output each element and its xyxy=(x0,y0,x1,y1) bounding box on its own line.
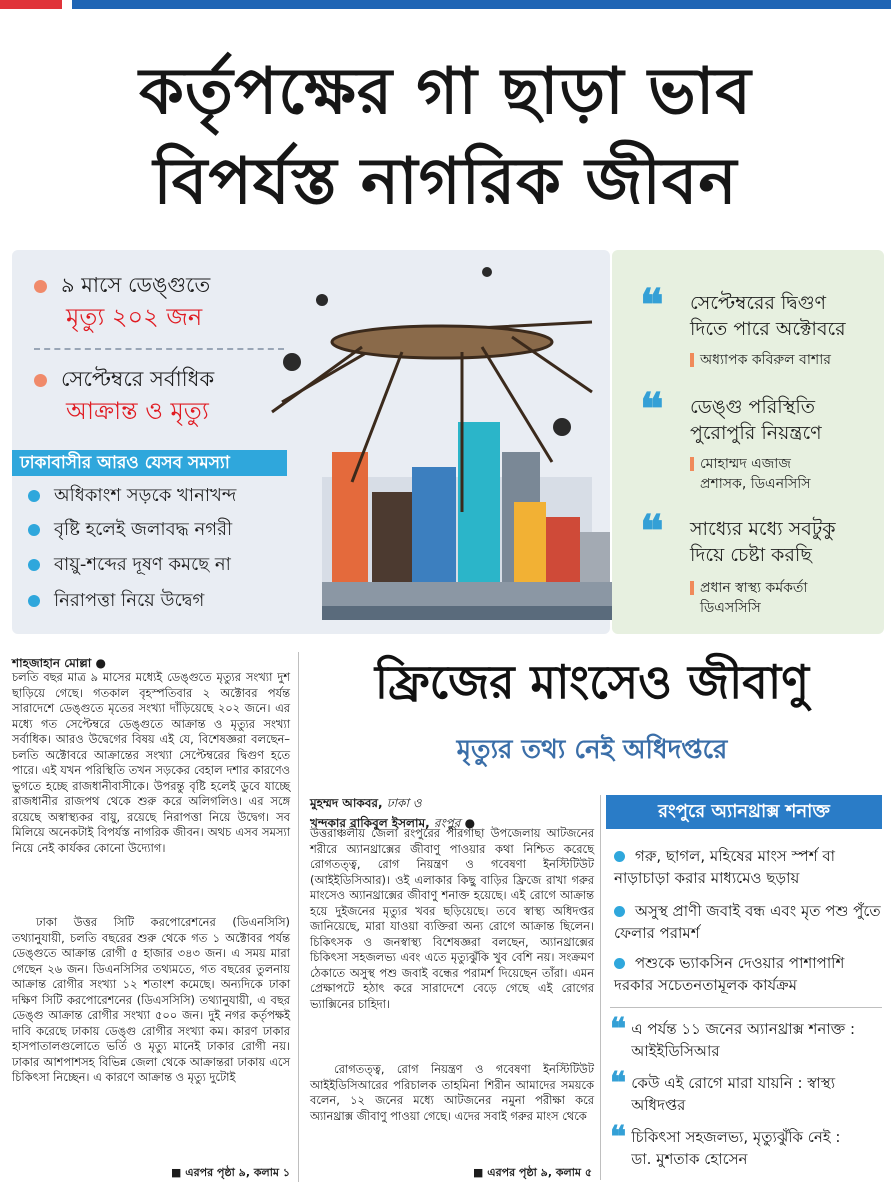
sidebar-title: রংপুরে অ্যানথ্রাক্স শনাক্ত xyxy=(606,795,882,829)
source-bar-icon xyxy=(690,581,694,595)
article2-subheadline: মৃত্যুর তথ্য নেই অধিদপ্তরে xyxy=(456,735,728,765)
quote-icon: ❝ xyxy=(610,1066,627,1101)
article1-continue: ■ এরপর পৃষ্ঠা ৯, কলাম ১ xyxy=(171,1166,290,1179)
quote-text: ডেঙ্গু পরিস্থিতি পুরোপুরি নিয়ন্ত্রণে xyxy=(690,396,822,444)
column-divider xyxy=(298,652,299,1182)
sidebar-bullet: গরু, ছাগল, মহিষের মাংস স্পর্শ বা নাড়াচাড়া করার মাধ্যমেও ছড়ায় xyxy=(614,847,836,887)
top-blue-bar xyxy=(72,0,891,9)
bullet-dot-icon xyxy=(28,490,40,502)
quote-icon: ❝ xyxy=(610,1120,627,1155)
quote-icon: ❝ xyxy=(640,384,664,435)
problem-item: নিরাপত্তা নিয়ে উদ্বেগ xyxy=(28,589,298,613)
quote-icon: ❝ xyxy=(640,280,664,331)
main-headline-line2: বিপর্যস্ত নাগরিক জীবন xyxy=(153,145,738,219)
bullet-dot-icon xyxy=(34,280,47,293)
main-headline-line1: কর্তৃপক্ষের গা ছাড়া ভাব xyxy=(139,55,752,129)
bullet-dot-icon xyxy=(28,559,40,571)
column-divider xyxy=(600,795,601,1180)
bullet-dot-icon xyxy=(28,524,40,536)
top-red-bar xyxy=(0,0,62,9)
sidebar-divider xyxy=(610,1007,882,1008)
source-bar-icon xyxy=(690,353,694,367)
sidebar-bullet: অসুস্থ প্রাণী জবাই বন্ধ এবং মৃত পশু পুঁতে ফেলার পরামর্শ xyxy=(614,902,881,942)
quote-source: প্রধান স্বাস্থ্য কর্মকর্তা ডিএসসিসি xyxy=(690,578,880,618)
stat-deaths-value: মৃত্যু ২০২ জন xyxy=(66,303,203,331)
stat-september-value: আক্রান্ত ও মৃত্যু xyxy=(66,397,209,425)
sidebar-bullet: পশুকে ভ্যাকসিন দেওয়ার পাশাপাশি দরকার সচেতনতামূলক কার্যক্রম xyxy=(614,954,845,994)
quote-text: সেপ্টেম্বরের দ্বিগুণ দিতে পারে অক্টোবরে xyxy=(690,292,846,340)
article2-headline: ফ্রিজের মাংসেও জীবাণু xyxy=(374,655,810,709)
article2-paragraph: রোগতত্ত্ব, রোগ নিয়ন্ত্রণ ও গবেষণা ইনস্টিটিউট আইইডিসিআরের পরিচালক তাহমিনা শিরীন আমাদের সময়কে বলেন, ১২ জনের মধ্যে আটজনের নমুনা পরীক্ষা করে অ্যানথ্রাক্স জীবাণু পাওয়া গেছে। এদের সবাই গরুর মাংস থেকে xyxy=(310,1062,594,1123)
problem-item: বৃষ্টি হলেই জলাবদ্ধ নগরী xyxy=(28,518,298,542)
quote-icon: ❝ xyxy=(610,1012,627,1047)
article2-byline: মুহম্মদ আকবর, ঢাকা ও খন্দকার রাকিবুল ইসলাম, রংপুর ● xyxy=(310,796,476,830)
article1-byline: শাহজাহান মোল্লা ● xyxy=(12,656,106,670)
article2-continue: ■ এরপর পৃষ্ঠা ৯, কলাম ৫ xyxy=(473,1166,592,1179)
article2-paragraph: উত্তরাঞ্চলীয় জেলা রংপুরের পীরগাছা উপজেলায় আটজনের শরীরে অ্যানথ্রাক্সের জীবাণু পাওয়ার কথা নিশ্চিত করেছে রোগতত্ত্ব, রোগ নিয়ন্ত্রণ ও গবেষণা ইনস্টিটিউট (আইইডিসিআর)। ওই এলাকার কিছু বাড়ির ফ্রিজে রাখা গরুর মাংসেও অ্যানথ্রাক্সের জীবাণু শনাক্ত হয়েছে। এই রোগে আক্রান্ত হয়ে দুইজনের মৃত্যুর খবর ছড়িয়েছে। তবে স্বাস্থ্য অধিদপ্তর জানিয়েছে, মারা যাওয়া ব্যক্তিরা অন্য রোগে আক্রান্ত ছিলেন। চিকিৎসক ও জনস্বাস্থ্য বিশেষজ্ঞরা বলছেন, অ্যানথ্রাক্সের চিকিৎসা সহজলভ্য এবং এতে মৃত্যুঝুঁকি খুব বেশি নয়। সংক্রমণ ঠেকাতে অসুস্থ পশু জবাই বন্ধের পরামর্শ দিয়েছেন তাঁরা। এমন প্রেক্ষাপটে হঠাৎ করে সারাদেশে বেড়ে গেছে এই রোগের ভ্যাক্সিনের চাহিদা। xyxy=(310,826,594,1011)
source-bar-icon xyxy=(690,457,694,471)
bullet-dot-icon xyxy=(614,851,625,862)
stat-divider xyxy=(34,348,284,350)
problem-item: অধিকাংশ সড়কে খানাখন্দ xyxy=(28,484,298,508)
problems-title: ঢাকাবাসীর আরও যেসব সমস্যা xyxy=(12,450,287,476)
bullet-dot-icon xyxy=(614,958,625,969)
article1-paragraph: ঢাকা উত্তর সিটি করপোরেশনের (ডিএনসিসি) তথ্যানুযায়ী, চলতি বছরের শুরু থেকে গত ১ অক্টোবর পর্যন্ত ডেঙ্গুতে আক্রান্ত রোগী ৫ হাজার ৩৪৩ জন। এ সময় মারা গেছেন ২৬ জন। ডিএনসিসির তথ্যমতে, গত বছরের তুলনায় আক্রান্ত রোগীর সংখ্যা ১২ শতাংশ কমেছে। অন্যদিকে ঢাকা দক্ষিণ সিটি করপোরেশনের (ডিএসসিসি) তথ্যানুযায়ী, এ বছর ডেঙ্গু আক্রান্ত রোগীর সংখ্যা ৫০০ জন। দুই নগর কর্তৃপক্ষই দাবি করেছে ঢাকায় ডেঙ্গু রোগীর সংখ্যা কম। কারণ ঢাকার হাসপাতালগুলোতে ভর্তি ও মৃত্যু মানেই ঢাকার রোগী নয়। ঢাকার আশপাশসহ বিভিন্ন জেলা থেকে আক্রান্তরা ঢাকায় এসে চিকিৎসা নিচ্ছেন। এ কারণে আক্রান্ত ও মৃত্যু দুটোই xyxy=(12,915,290,1084)
article1-paragraph: চলতি বছর মাত্র ৯ মাসের মধ্যেই ডেঙ্গুতে মৃত্যুর সংখ্যা দুশ ছাড়িয়ে গেছে। গতকাল বৃহস্পতিবার ২ অক্টোবর পর্যন্ত সারাদেশে ডেঙ্গুতে মৃতের সংখ্যা দাঁড়িয়েছে ২০২ জনে। এর মধ্যে গত সেপ্টেম্বরে ডেঙ্গুতে আক্রান্ত ও মৃত্যুর সংখ্যা সর্বাধিক। আরও উদ্বেগের বিষয় এই যে, বিশেষজ্ঞরা বলছেন– চলতি অক্টোবরে আক্রান্তের সংখ্যা সেপ্টেম্বরের দ্বিগুণ হতে পারে। এই যখন পরিস্থিতি তখন সড়কের বেহাল দশার কারণেও ভুগতে হচ্ছে রাজধানীবাসীকে। উপরন্তু বৃষ্টি হলেই ডুবে যাচ্ছে রাজধানীর রাজপথ থেকে শুরু করে অলিগলিও। এর সঙ্গে রয়েছে অস্বাস্থ্যকর বায়ু, রয়েছে নিরাপত্তা নিয়ে উদ্বেগ। সব মিলিয়ে অনেকটাই বিপর্যস্ত নাগরিক জীবন। অথচ এসব সমস্যা নিয়ে নেই কার্যকর কোনো উদ্যোগ। xyxy=(12,670,290,855)
quote-icon: ❝ xyxy=(640,506,664,557)
sidebar-quote: ❝ চিকিৎসা সহজলভ্য, মৃত্যুঝুঁকি নেই : ডা. মুশতাক হোসেন xyxy=(610,1120,841,1168)
sidebar-quote: ❝ কেউ এই রোগে মারা যায়নি : স্বাস্থ্য অধিদপ্তর xyxy=(610,1066,836,1114)
quote-text: সাধ্যের মধ্যে সবটুকু দিয়ে চেষ্টা করছি xyxy=(690,518,836,566)
bullet-dot-icon xyxy=(28,595,40,607)
bullet-dot-icon xyxy=(34,374,47,387)
city-skyline-illustration xyxy=(262,252,622,634)
city-buildings-icon xyxy=(322,422,612,620)
sidebar-quote: ❝ এ পর্যন্ত ১১ জনের অ্যানথ্রাক্স শনাক্ত : আইইডিসিআর xyxy=(610,1012,856,1060)
stat-september: সেপ্টেম্বরে সর্বাধিক xyxy=(34,364,284,394)
quote-source: মোহাম্মদ এজাজ প্রশাসক, ডিএনসিসি xyxy=(690,454,880,494)
bullet-dot-icon xyxy=(614,906,625,917)
quote-source: অধ্যাপক কবিরুল বাশার xyxy=(690,350,880,370)
stat-deaths: ৯ মাসে ডেঙ্গুতে xyxy=(34,270,284,300)
problem-item: বায়ু-শব্দের দূষণ কমছে না xyxy=(28,553,298,577)
